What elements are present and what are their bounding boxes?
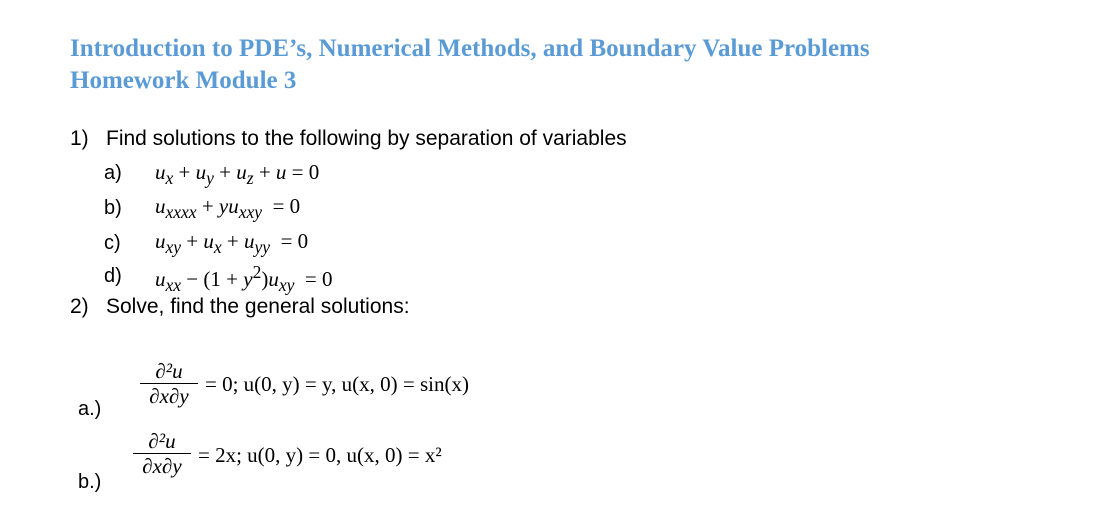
q2-b-label: b.): [78, 471, 102, 493]
q1-prompt: Find solutions to the following by separation of variables: [106, 127, 627, 150]
q1-item-b-equation: $u_{xxxx} + yu_{xxy} = 0$: [155, 194, 301, 223]
q2-a-rhs: = 0; u(0, y) = y, u(x, 0) = sin(x): [205, 372, 469, 396]
q1-item-c-equation: $u_{xy} + u_x + u_{yy} = 0$: [155, 229, 309, 258]
q2-a-fraction: [140, 360, 198, 407]
q2-number: 2): [70, 295, 89, 318]
q2-a-label: a.): [78, 398, 102, 420]
q2-b-frac-numerator: ∂²u: [148, 429, 176, 453]
module-subtitle: Homework Module 3: [70, 67, 297, 94]
q1-number: 1): [70, 127, 89, 150]
q2-b-fraction: [133, 430, 191, 477]
q2-a-frac-denominator: ∂x∂y: [149, 384, 189, 408]
q1-item-a-equation: $u_x + u_y + u_z + u = 0$: [155, 160, 320, 189]
q1-item-c-label: c): [104, 232, 121, 254]
q2-b-rhs: = 2x; u(0, y) = 0, u(x, 0) = x²: [198, 443, 442, 467]
q1-item-a-label: a): [104, 162, 122, 184]
q1-item-d-label: d): [104, 265, 122, 287]
document-title: Introduction to PDE’s, Numerical Methods, and Boundary Value Problems: [70, 35, 870, 62]
q1-item-b-label: b): [104, 197, 122, 219]
q1-item-d-equation: $u_{xx} - (1 + y^2)u_{xy} = 0$: [155, 262, 333, 296]
q2-a-frac-numerator: ∂²u: [155, 359, 183, 383]
q2-b-frac-denominator: ∂x∂y: [142, 454, 182, 478]
q2-prompt: Solve, find the general solutions:: [106, 295, 410, 318]
